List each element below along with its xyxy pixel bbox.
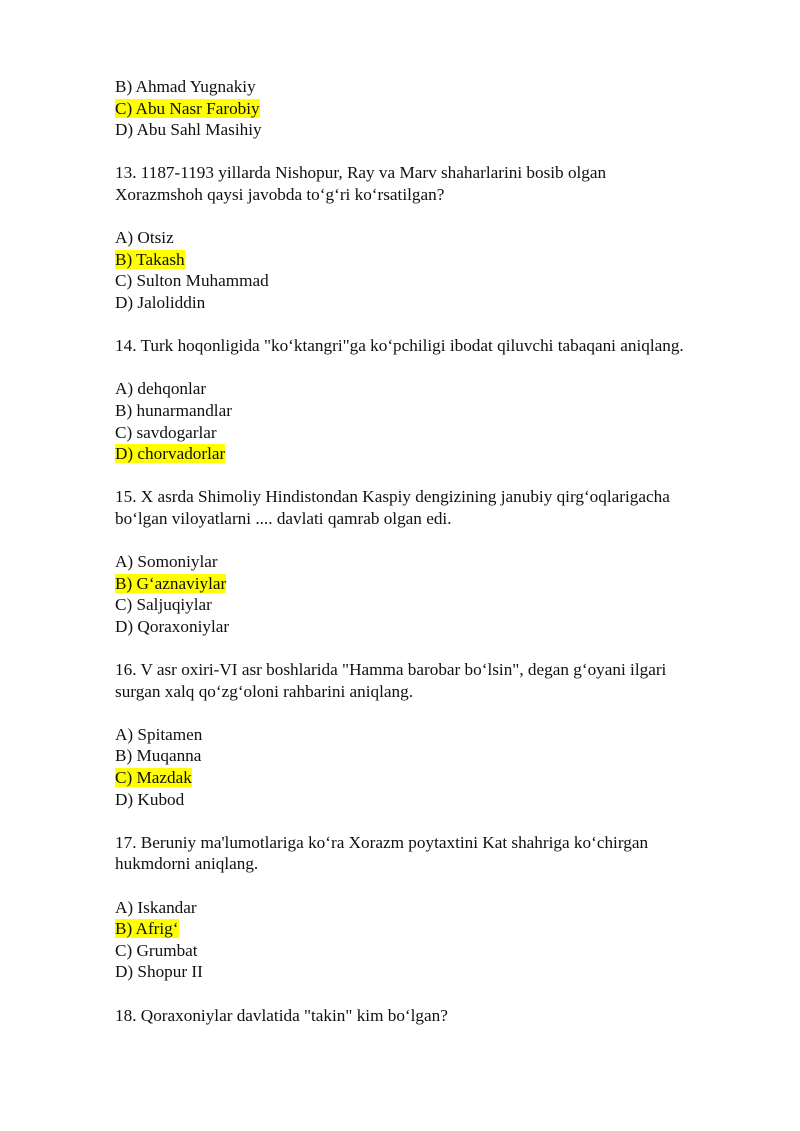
question-text: bo‘lgan viloyatlarni .... davlati qamrab olgan edi. bbox=[115, 508, 452, 528]
question-17 bbox=[115, 832, 755, 983]
question-text: 13. 1187-1193 yillarda Nishopur, Ray va Marv shaharlarini bosib olgan bbox=[115, 163, 607, 183]
option-line bbox=[115, 918, 755, 940]
option-line bbox=[115, 594, 755, 616]
option-line bbox=[115, 249, 755, 271]
question-16 bbox=[115, 659, 755, 810]
question-text: hukmdorni aniqlang. bbox=[115, 854, 259, 874]
option-line bbox=[115, 616, 755, 638]
option-text: C) Saljuqiylar bbox=[115, 595, 212, 615]
option-line bbox=[115, 573, 755, 595]
correct-answer-highlight: D) chorvadorlar bbox=[115, 444, 226, 464]
question-13 bbox=[115, 162, 755, 313]
question-text: 15. X asrda Shimoliy Hindistondan Kaspiy dengizining janubiy qirg‘oqlarigacha bbox=[115, 487, 670, 507]
option-line bbox=[115, 98, 755, 120]
option-text: C) Grumbat bbox=[115, 940, 198, 960]
option-text: C) savdogarlar bbox=[115, 422, 217, 442]
option-line bbox=[115, 292, 755, 314]
question-text: 18. Qoraxoniylar davlatida "takin" kim bo‘lgan? bbox=[115, 1005, 448, 1025]
option-text: A) Somoniylar bbox=[115, 552, 218, 572]
document-page bbox=[115, 76, 755, 1026]
correct-answer-highlight: B) Takash bbox=[115, 249, 185, 269]
option-text: A) Iskandar bbox=[115, 897, 197, 917]
question-18 bbox=[115, 1005, 755, 1027]
option-line bbox=[115, 422, 755, 444]
correct-answer-highlight: C) Mazdak bbox=[115, 768, 192, 787]
option-line bbox=[115, 940, 755, 962]
option-line bbox=[115, 551, 755, 573]
question-text: surgan xalq qo‘zg‘oloni rahbarini aniqlang. bbox=[115, 681, 413, 701]
correct-answer-highlight: B) Afrig‘ bbox=[115, 919, 179, 939]
question-text: 14. Turk hoqonligida "ko‘ktangri"ga ko‘pchiligi ibodat qiluvchi tabaqani aniqlang. bbox=[115, 336, 684, 356]
option-line bbox=[115, 76, 755, 98]
option-line bbox=[115, 724, 755, 746]
option-text: A) Spitamen bbox=[115, 724, 203, 744]
option-line bbox=[115, 443, 755, 465]
correct-answer-highlight: B) G‘aznaviylar bbox=[115, 573, 227, 593]
option-line bbox=[115, 961, 755, 983]
option-text: C) Sulton Muhammad bbox=[115, 271, 269, 291]
question-text: 16. V asr oxiri-VI asr boshlarida "Hamma barobar bo‘lsin", degan g‘oyani ilgari bbox=[115, 660, 667, 680]
option-text: D) Jaloliddin bbox=[115, 292, 206, 312]
option-line bbox=[115, 767, 755, 789]
prev-options bbox=[115, 76, 755, 141]
option-text: B) Muqanna bbox=[115, 746, 202, 766]
question-text: Xorazmshoh qaysi javobda to‘g‘ri ko‘rsatilgan? bbox=[115, 184, 445, 204]
option-text: A) Otsiz bbox=[115, 228, 174, 248]
option-text: D) Abu Sahl Masihiy bbox=[115, 120, 262, 140]
question-15 bbox=[115, 486, 755, 637]
option-text: A) dehqonlar bbox=[115, 379, 207, 399]
option-line bbox=[115, 270, 755, 292]
option-line bbox=[115, 789, 755, 811]
option-line bbox=[115, 227, 755, 249]
option-text: B) hunarmandlar bbox=[115, 400, 232, 420]
correct-answer-highlight: C) Abu Nasr Farobiy bbox=[115, 98, 260, 118]
option-text: D) Shopur II bbox=[115, 962, 203, 982]
option-line bbox=[115, 897, 755, 919]
option-line bbox=[115, 119, 755, 141]
option-text: B) Ahmad Yugnakiy bbox=[115, 77, 256, 96]
option-line bbox=[115, 378, 755, 400]
option-line bbox=[115, 745, 755, 767]
option-text: D) Qoraxoniylar bbox=[115, 616, 230, 636]
question-14 bbox=[115, 335, 755, 465]
option-line bbox=[115, 400, 755, 422]
option-text: D) Kubod bbox=[115, 789, 185, 809]
question-text: 17. Beruniy ma'lumotlariga ko‘ra Xorazm poytaxtini Kat shahriga ko‘chirgan bbox=[115, 832, 649, 852]
